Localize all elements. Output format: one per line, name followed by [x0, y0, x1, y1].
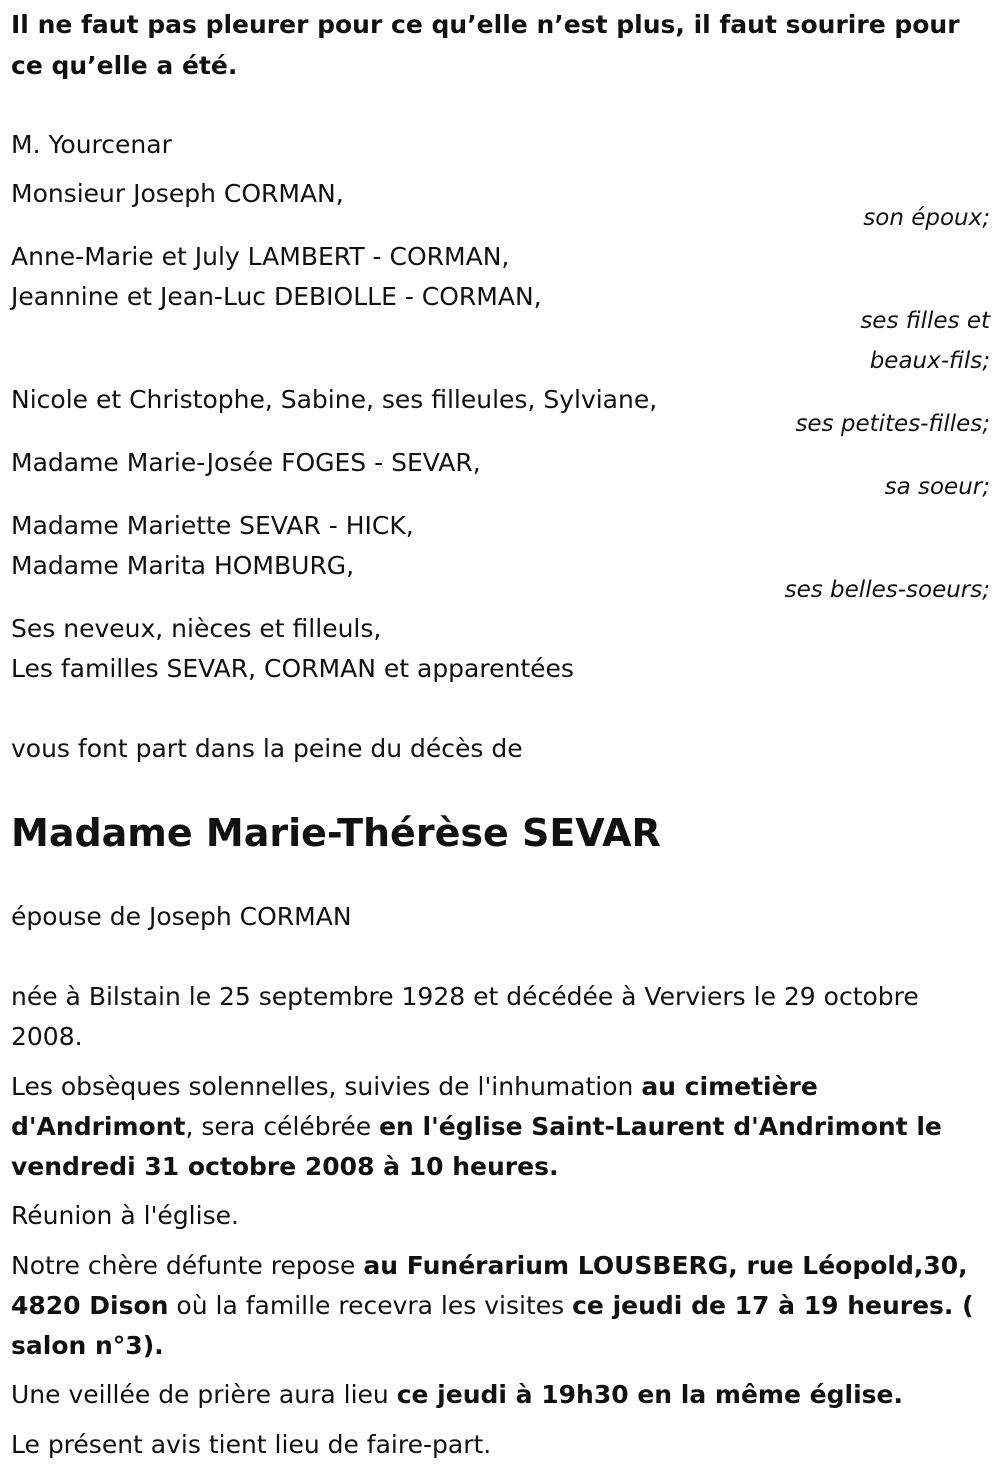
- sister-role: sa soeur;: [884, 474, 990, 500]
- daughter-line-1: Anne-Marie et July LAMBERT - CORMAN,: [11, 242, 510, 271]
- husband-name: Monsieur Joseph CORMAN,: [11, 179, 344, 208]
- notice: Le présent avis tient lieu de faire-part.: [11, 1430, 492, 1459]
- spouse-of: épouse de Joseph CORMAN: [11, 902, 352, 931]
- funeral-date: en l'église Saint-Laurent d'Andrimont le vendredi 31 octobre 2008 à 10 heures.: [11, 1112, 942, 1181]
- deceased-name: Madame Marie-Thérèse SEVAR: [11, 811, 661, 855]
- funeral-place: au cimetière d'Andrimont: [11, 1072, 818, 1141]
- rest-text-1: Notre chère défunte repose: [11, 1251, 364, 1280]
- granddaughters-names: Nicole et Christophe, Sabine, ses filleules, Sylviane,: [11, 385, 658, 414]
- granddaughters-role: ses petites-filles;: [795, 411, 990, 437]
- birth-death: née à Bilstain le 25 septembre 1928 et décédée à Verviers le 29 octobre 2008.: [11, 982, 919, 1051]
- vigil-paragraph: [11, 1375, 978, 1415]
- sisters-in-law-role: ses belles-soeurs;: [784, 577, 990, 603]
- sister-name: Madame Marie-Josée FOGES - SEVAR,: [11, 448, 481, 477]
- rest-text-2: où la famille recevra les visites: [168, 1291, 573, 1320]
- quote-author: M. Yourcenar: [11, 130, 172, 159]
- others-line-2: Les familles SEVAR, CORMAN et apparentées: [11, 654, 574, 683]
- rest-paragraph: [11, 1246, 978, 1366]
- funeral-paragraph: [11, 1067, 978, 1187]
- meeting: Réunion à l'église.: [11, 1201, 239, 1230]
- daughters-role-1: ses filles et: [860, 308, 990, 334]
- daughter-line-2: Jeannine et Jean-Luc DEBIOLLE - CORMAN,: [11, 282, 542, 311]
- vigil-text: Une veillée de prière aura lieu: [11, 1380, 397, 1409]
- sister-in-law-1: Madame Mariette SEVAR - HICK,: [11, 511, 414, 540]
- funeral-text-2: , sera célébrée: [185, 1112, 380, 1141]
- quote: Il ne faut pas pleurer pour ce qu’elle n’est plus, il faut sourire pour ce qu’elle a été.: [11, 10, 960, 80]
- announcement: vous font part dans la peine du décès de: [11, 734, 523, 763]
- rest-visit-time: ce jeudi de 17 à 19 heures. ( salon n°3).: [11, 1291, 974, 1360]
- sister-in-law-2: Madame Marita HOMBURG,: [11, 551, 355, 580]
- vigil-time: ce jeudi à 19h30 en la même église.: [396, 1380, 903, 1409]
- funeral-text-1: Les obsèques solennelles, suivies de l'inhumation: [11, 1072, 642, 1101]
- others-line-1: Ses neveux, nièces et filleuls,: [11, 614, 382, 643]
- husband-role: son époux;: [863, 205, 990, 231]
- daughters-role-2: beaux-fils;: [869, 348, 990, 374]
- rest-place: au Funérarium LOUSBERG, rue Léopold,30, 4820 Dison: [11, 1251, 968, 1320]
